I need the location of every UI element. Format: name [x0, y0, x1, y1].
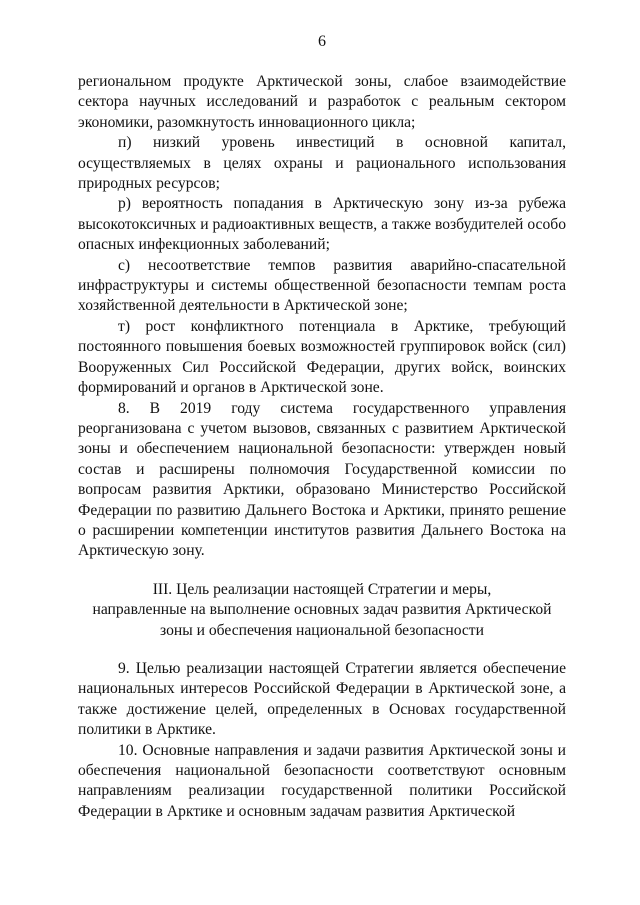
page-number: 6: [318, 33, 326, 50]
document-body: [78, 72, 566, 822]
section-heading: [78, 562, 566, 659]
paragraph-item-t: т) рост конфликтного потенциала в Арктике, требующий постоянного повышения боевых возможностей группировок войск (сил) Вооруженных Сил Российской Федерации, других войск, воинских формирований и органов в Арктической зоне.: [78, 317, 566, 397]
paragraph-10: 10. Основные направления и задачи развития Арктической зоны и обеспечения национальной безопасности соответствуют основным направлениям реализации государственной политики Российской Федерации в Арктике и основным задачам развития Арктической: [78, 741, 566, 820]
paragraph-item-r: р) вероятность попадания в Арктическую зону из-за рубежа высокотоксичных и радиоактивных веществ, а также возбудителей особо опасных инфекционных заболеваний;: [78, 195, 566, 254]
section-heading-line: зоны и обеспечения национальной безопасности: [160, 621, 484, 639]
paragraph-continuation: региональном продукте Арктической зоны, слабое взаимодействие сектора научных исследований и разработок с реальным сектором экономики, разомкнутость инновационного цикла;: [78, 73, 566, 131]
paragraph-item-p: п) низкий уровень инвестиций в основной капитал, осуществляемых в целях охраны и рационального использования природных ресурсов;: [78, 134, 566, 193]
paragraph-9: 9. Целью реализации настоящей Стратегии является обеспечение национальных интересов Российской Федерации в Арктической зоне, а также достижение целей, определенных в Основах государственной политики в Арктике.: [78, 659, 566, 739]
paragraph-8: 8. В 2019 году система государственного управления реорганизована с учетом вызовов, связанных с развитием Арктической зоны и обеспечением национальной безопасности: утвержден новый состав и расширены полномочия Государственной комиссии по вопросам развития Арктики, образовано Министерство Российской Федерации по развитию Дальнего Востока и Арктики, принято решение о расширении компетенции институтов развития Дальнего Востока на Арктическую зону.: [78, 399, 566, 560]
section-heading-line: направленные на выполнение основных задач развития Арктической: [92, 601, 552, 619]
section-heading-line: III. Цель реализации настоящей Стратегии и меры,: [152, 580, 492, 598]
paragraph-item-s: с) несоответствие темпов развития аварийно-спасательной инфраструктуры и системы общественной безопасности темпам роста хозяйственной деятельности в Арктической зоне;: [78, 256, 566, 315]
